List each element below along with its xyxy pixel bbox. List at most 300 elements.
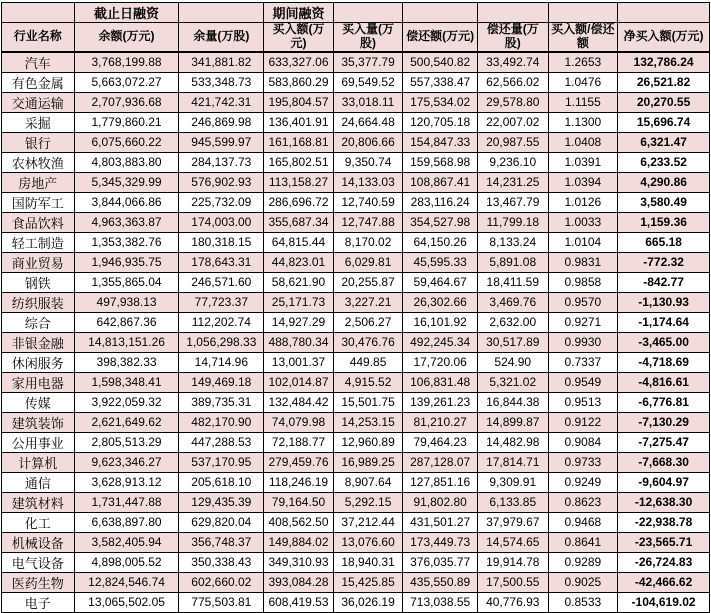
table-row	[2, 52, 710, 73]
value-cell: 14,574.65	[477, 532, 548, 552]
value-cell: 3,469.76	[477, 292, 548, 312]
value-cell: 557,338.47	[403, 72, 478, 92]
value-cell: 6,029.81	[333, 252, 403, 272]
industry-name-cell: 建筑装饰	[2, 412, 75, 432]
industry-name-cell: 化工	[2, 512, 75, 532]
value-cell: 149,469.18	[179, 372, 264, 392]
industry-name-cell: 国防军工	[2, 192, 75, 212]
net-buy-amount-cell: -7,130.29	[618, 412, 710, 432]
value-cell: 447,288.53	[179, 432, 264, 452]
value-cell: 36,026.19	[333, 592, 403, 612]
column-header-row	[2, 23, 710, 52]
value-cell: 58,621.90	[264, 272, 334, 292]
value-cell: 205,618.10	[179, 472, 264, 492]
value-cell: 14,253.15	[333, 412, 403, 432]
value-cell: 5,891.08	[477, 252, 548, 272]
value-cell: 0.9084	[548, 432, 618, 452]
net-buy-amount-cell: -42,466.62	[618, 572, 710, 592]
value-cell: 25,171.73	[264, 292, 334, 312]
value-cell: 20,806.66	[333, 132, 403, 152]
value-cell: 349,310.93	[264, 552, 334, 572]
value-cell: 537,170.95	[179, 452, 264, 472]
value-cell: 13,467.79	[477, 192, 548, 212]
value-cell: 1.0408	[548, 132, 618, 152]
value-cell: 108,867.41	[403, 172, 478, 192]
industry-name-cell: 钢铁	[2, 272, 75, 292]
table-row	[2, 152, 710, 172]
value-cell: 497,938.13	[74, 292, 179, 312]
value-cell: 1,598,348.41	[74, 372, 179, 392]
value-cell: 533,348.73	[179, 72, 264, 92]
value-cell: 59,464.67	[403, 272, 478, 292]
value-cell: 3,844,066.86	[74, 192, 179, 212]
col-header-industry[interactable]: 行业名称	[2, 23, 75, 52]
col-header-buy-repay-ratio[interactable]: 买入额/偿还额	[548, 23, 618, 52]
value-cell: 17,720.06	[403, 352, 478, 372]
group-header-blank	[618, 3, 710, 23]
value-cell: 500,540.82	[403, 52, 478, 73]
value-cell: 132,484.42	[264, 392, 334, 412]
industry-name-cell: 休闲服务	[2, 352, 75, 372]
value-cell: 165,802.51	[264, 152, 334, 172]
industry-name-cell: 计算机	[2, 452, 75, 472]
net-buy-amount-cell: -12,638.30	[618, 492, 710, 512]
value-cell: 279,459.76	[264, 452, 334, 472]
group-header-blank	[477, 3, 548, 23]
table-body	[2, 52, 710, 613]
value-cell: 0.9289	[548, 552, 618, 572]
value-cell: 16,101.92	[403, 312, 478, 332]
value-cell: 91,802.80	[403, 492, 478, 512]
net-buy-amount-cell: -22,938.78	[618, 512, 710, 532]
value-cell: 15,425.85	[333, 572, 403, 592]
net-buy-amount-cell: -1,130.93	[618, 292, 710, 312]
group-header-blank	[2, 3, 75, 23]
value-cell: 12,740.59	[333, 192, 403, 212]
value-cell: 376,035.77	[403, 552, 478, 572]
value-cell: 583,860.29	[264, 72, 334, 92]
value-cell: 0.8623	[548, 492, 618, 512]
value-cell: 81,210.27	[403, 412, 478, 432]
value-cell: 0.9733	[548, 452, 618, 472]
value-cell: 3,628,913.12	[74, 472, 179, 492]
table-row	[2, 132, 710, 152]
value-cell: 1,353,382.76	[74, 232, 179, 252]
value-cell: 1.0476	[548, 72, 618, 92]
value-cell: 9,309.91	[477, 472, 548, 492]
table-row	[2, 472, 710, 492]
industry-name-cell: 综合	[2, 312, 75, 332]
value-cell: 17,814.71	[477, 452, 548, 472]
value-cell: 1,946,935.75	[74, 252, 179, 272]
value-cell: 64,150.26	[403, 232, 478, 252]
value-cell: 136,401.91	[264, 112, 334, 132]
value-cell: 102,014.87	[264, 372, 334, 392]
value-cell: 37,979.67	[477, 512, 548, 532]
industry-name-cell: 非银金融	[2, 332, 75, 352]
industry-margin-financing-table	[1, 2, 710, 613]
value-cell: 1.0126	[548, 192, 618, 212]
value-cell: 3,768,199.88	[74, 52, 179, 73]
value-cell: 37,212.44	[333, 512, 403, 532]
value-cell: 14,899.87	[477, 412, 548, 432]
net-buy-amount-cell: 1,159.36	[618, 212, 710, 232]
net-buy-amount-cell: 3,580.49	[618, 192, 710, 212]
table-row	[2, 492, 710, 512]
value-cell: 113,158.27	[264, 172, 334, 192]
value-cell: 0.9858	[548, 272, 618, 292]
value-cell: 2,707,936.68	[74, 92, 179, 112]
table-row	[2, 452, 710, 472]
value-cell: 74,079.98	[264, 412, 334, 432]
value-cell: 4,898,005.52	[74, 552, 179, 572]
industry-name-cell: 电子	[2, 592, 75, 612]
value-cell: 9,623,346.27	[74, 452, 179, 472]
industry-name-cell: 公用事业	[2, 432, 75, 452]
table-row	[2, 232, 710, 252]
value-cell: 633,327.06	[264, 52, 334, 73]
net-buy-amount-cell: 4,290.86	[618, 172, 710, 192]
value-cell: 14,714.96	[179, 352, 264, 372]
value-cell: 161,168.81	[264, 132, 334, 152]
table-row	[2, 312, 710, 332]
value-cell: 449.85	[333, 352, 403, 372]
table-header	[2, 3, 710, 52]
net-buy-amount-cell: -7,275.47	[618, 432, 710, 452]
value-cell: 15,501.75	[333, 392, 403, 412]
value-cell: 1,731,447.88	[74, 492, 179, 512]
value-cell: 6,075,660.22	[74, 132, 179, 152]
value-cell: 14,927.29	[264, 312, 334, 332]
table-row	[2, 192, 710, 212]
value-cell: 6,638,897.80	[74, 512, 179, 532]
net-buy-amount-cell: 6,321.47	[618, 132, 710, 152]
value-cell: 129,435.39	[179, 492, 264, 512]
value-cell: 393,084.28	[264, 572, 334, 592]
value-cell: 120,705.18	[403, 112, 478, 132]
group-header-period-financing: 期间融资	[264, 3, 334, 23]
value-cell: 8,133.24	[477, 232, 548, 252]
net-buy-amount-cell: -104,619.02	[618, 592, 710, 612]
value-cell: 8,907.64	[333, 472, 403, 492]
value-cell: 4,915.52	[333, 372, 403, 392]
value-cell: 33,492.74	[477, 52, 548, 73]
table-row	[2, 272, 710, 292]
value-cell: 482,170.90	[179, 412, 264, 432]
value-cell: 174,003.00	[179, 212, 264, 232]
industry-name-cell: 轻工制造	[2, 232, 75, 252]
value-cell: 341,881.82	[179, 52, 264, 73]
net-buy-amount-cell: 26,521.82	[618, 72, 710, 92]
net-buy-amount-cell: -23,565.71	[618, 532, 710, 552]
net-buy-amount-cell: -1,174.64	[618, 312, 710, 332]
value-cell: 492,245.34	[403, 332, 478, 352]
value-cell: 35,377.79	[333, 52, 403, 73]
value-cell: 195,804.57	[264, 92, 334, 112]
industry-name-cell: 通信	[2, 472, 75, 492]
value-cell: 356,748.37	[179, 532, 264, 552]
value-cell: 180,318.15	[179, 232, 264, 252]
value-cell: 112,202.74	[179, 312, 264, 332]
value-cell: 11,799.18	[477, 212, 548, 232]
value-cell: 1,779,860.21	[74, 112, 179, 132]
value-cell: 5,321.02	[477, 372, 548, 392]
value-cell: 524.90	[477, 352, 548, 372]
value-cell: 287,128.07	[403, 452, 478, 472]
industry-name-cell: 医药生物	[2, 572, 75, 592]
value-cell: 64,815.44	[264, 232, 334, 252]
value-cell: 1.0104	[548, 232, 618, 252]
value-cell: 389,735.31	[179, 392, 264, 412]
value-cell: 1.2653	[548, 52, 618, 73]
value-cell: 62,566.02	[477, 72, 548, 92]
net-buy-amount-cell: 665.18	[618, 232, 710, 252]
net-buy-amount-cell: -7,668.30	[618, 452, 710, 472]
value-cell: 8,170.02	[333, 232, 403, 252]
net-buy-amount-cell: -3,465.00	[618, 332, 710, 352]
value-cell: 3,922,059.32	[74, 392, 179, 412]
value-cell: 16,844.38	[477, 392, 548, 412]
value-cell: 0.9271	[548, 312, 618, 332]
industry-name-cell: 房地产	[2, 172, 75, 192]
value-cell: 246,869.98	[179, 112, 264, 132]
value-cell: 775,503.81	[179, 592, 264, 612]
value-cell: 12,824,546.74	[74, 572, 179, 592]
industry-name-cell: 有色金属	[2, 72, 75, 92]
table-row	[2, 332, 710, 352]
value-cell: 1.0033	[548, 212, 618, 232]
value-cell: 0.9513	[548, 392, 618, 412]
value-cell: 4,963,363.87	[74, 212, 179, 232]
value-cell: 30,476.76	[333, 332, 403, 352]
value-cell: 106,831.48	[403, 372, 478, 392]
table-row	[2, 212, 710, 232]
value-cell: 1.1300	[548, 112, 618, 132]
value-cell: 408,562.50	[264, 512, 334, 532]
value-cell: 629,820.04	[179, 512, 264, 532]
col-header-repay-volume[interactable]: 偿还量(万股)	[477, 23, 548, 52]
industry-name-cell: 纺织服装	[2, 292, 75, 312]
industry-name-cell: 汽车	[2, 52, 75, 73]
value-cell: 0.8641	[548, 532, 618, 552]
value-cell: 398,382.33	[74, 352, 179, 372]
industry-name-cell: 食品饮料	[2, 212, 75, 232]
value-cell: 139,261.23	[403, 392, 478, 412]
value-cell: 246,571.60	[179, 272, 264, 292]
col-header-buy-volume[interactable]: 买入量(万股)	[333, 23, 403, 52]
value-cell: 20,255.87	[333, 272, 403, 292]
value-cell: 2,632.00	[477, 312, 548, 332]
value-cell: 30,517.89	[477, 332, 548, 352]
value-cell: 1.0394	[548, 172, 618, 192]
value-cell: 0.7337	[548, 352, 618, 372]
table-row	[2, 352, 710, 372]
value-cell: 77,723.37	[179, 292, 264, 312]
value-cell: 13,076.60	[333, 532, 403, 552]
value-cell: 22,007.02	[477, 112, 548, 132]
value-cell: 1.1155	[548, 92, 618, 112]
value-cell: 13,001.37	[264, 352, 334, 372]
value-cell: 435,550.89	[403, 572, 478, 592]
col-header-buy-amount[interactable]: 买入额(万元)	[264, 23, 334, 52]
net-buy-amount-cell: 15,696.74	[618, 112, 710, 132]
net-buy-amount-cell: -4,816.61	[618, 372, 710, 392]
value-cell: 149,884.02	[264, 532, 334, 552]
table-row	[2, 512, 710, 532]
value-cell: 3,227.21	[333, 292, 403, 312]
value-cell: 5,292.15	[333, 492, 403, 512]
value-cell: 421,742.31	[179, 92, 264, 112]
value-cell: 354,527.98	[403, 212, 478, 232]
net-buy-amount-cell: 20,270.55	[618, 92, 710, 112]
value-cell: 0.9249	[548, 472, 618, 492]
net-buy-amount-cell: -9,604.97	[618, 472, 710, 492]
net-buy-amount-cell: 6,233.52	[618, 152, 710, 172]
value-cell: 12,747.88	[333, 212, 403, 232]
value-cell: 17,500.55	[477, 572, 548, 592]
value-cell: 4,803,883.80	[74, 152, 179, 172]
industry-name-cell: 商业贸易	[2, 252, 75, 272]
group-header-blank	[548, 3, 618, 23]
net-buy-amount-cell: -26,724.83	[618, 552, 710, 572]
value-cell: 283,116.24	[403, 192, 478, 212]
table-row	[2, 392, 710, 412]
value-cell: 2,506.27	[333, 312, 403, 332]
value-cell: 12,960.89	[333, 432, 403, 452]
value-cell: 225,732.09	[179, 192, 264, 212]
value-cell: 355,687.34	[264, 212, 334, 232]
value-cell: 159,568.98	[403, 152, 478, 172]
value-cell: 945,599.97	[179, 132, 264, 152]
value-cell: 602,660.02	[179, 572, 264, 592]
value-cell: 20,987.55	[477, 132, 548, 152]
value-cell: 13,065,502.05	[74, 592, 179, 612]
industry-name-cell: 银行	[2, 132, 75, 152]
value-cell: 29,578.80	[477, 92, 548, 112]
value-cell: 0.9831	[548, 252, 618, 272]
value-cell: 72,188.77	[264, 432, 334, 452]
value-cell: 576,902.93	[179, 172, 264, 192]
table-row	[2, 572, 710, 592]
value-cell: 488,780.34	[264, 332, 334, 352]
col-header-net-buy-amount[interactable]: 净买入额(万元)	[618, 23, 710, 52]
table-row	[2, 172, 710, 192]
group-header-blank	[179, 3, 264, 23]
value-cell: 5,663,072.27	[74, 72, 179, 92]
value-cell: 175,534.02	[403, 92, 478, 112]
value-cell: 431,501.27	[403, 512, 478, 532]
value-cell: 9,236.10	[477, 152, 548, 172]
value-cell: 16,989.25	[333, 452, 403, 472]
value-cell: 127,851.16	[403, 472, 478, 492]
net-buy-amount-cell: -772.32	[618, 252, 710, 272]
industry-name-cell: 建筑材料	[2, 492, 75, 512]
value-cell: 608,419.53	[264, 592, 334, 612]
value-cell: 14,813,151.26	[74, 332, 179, 352]
value-cell: 0.9468	[548, 512, 618, 532]
value-cell: 118,246.19	[264, 472, 334, 492]
value-cell: 0.9025	[548, 572, 618, 592]
industry-name-cell: 采掘	[2, 112, 75, 132]
value-cell: 69,549.52	[333, 72, 403, 92]
group-header-row	[2, 3, 710, 23]
value-cell: 45,595.33	[403, 252, 478, 272]
value-cell: 0.9930	[548, 332, 618, 352]
industry-name-cell: 农林牧渔	[2, 152, 75, 172]
net-buy-amount-cell: -842.77	[618, 272, 710, 292]
group-header-cutoff-financing: 截止日融资	[74, 3, 179, 23]
value-cell: 14,482.98	[477, 432, 548, 452]
industry-name-cell: 传媒	[2, 392, 75, 412]
net-buy-amount-cell: -4,718.69	[618, 352, 710, 372]
value-cell: 79,464.23	[403, 432, 478, 452]
value-cell: 3,582,405.94	[74, 532, 179, 552]
table-row	[2, 72, 710, 92]
industry-name-cell: 电气设备	[2, 552, 75, 572]
value-cell: 0.9570	[548, 292, 618, 312]
value-cell: 18,411.59	[477, 272, 548, 292]
value-cell: 14,133.03	[333, 172, 403, 192]
value-cell: 40,776.93	[477, 592, 548, 612]
value-cell: 33,018.11	[333, 92, 403, 112]
value-cell: 14,231.25	[477, 172, 548, 192]
value-cell: 178,643.31	[179, 252, 264, 272]
value-cell: 26,302.66	[403, 292, 478, 312]
value-cell: 713,038.55	[403, 592, 478, 612]
table-row	[2, 412, 710, 432]
value-cell: 2,805,513.29	[74, 432, 179, 452]
industry-name-cell: 家用电器	[2, 372, 75, 392]
industry-name-cell: 交通运输	[2, 92, 75, 112]
col-header-volume[interactable]: 余量(万股)	[179, 23, 264, 52]
table-row	[2, 252, 710, 272]
group-header-blank	[333, 3, 403, 23]
net-buy-amount-cell: 132,786.24	[618, 52, 710, 73]
col-header-repay-amount[interactable]: 偿还额(万元)	[403, 23, 478, 52]
value-cell: 173,449.73	[403, 532, 478, 552]
value-cell: 154,847.33	[403, 132, 478, 152]
value-cell: 1,355,865.04	[74, 272, 179, 292]
table-row	[2, 532, 710, 552]
table-row	[2, 372, 710, 392]
value-cell: 642,867.36	[74, 312, 179, 332]
table-row	[2, 552, 710, 572]
value-cell: 44,823.01	[264, 252, 334, 272]
value-cell: 9,350.74	[333, 152, 403, 172]
value-cell: 6,133.85	[477, 492, 548, 512]
value-cell: 284,137.73	[179, 152, 264, 172]
value-cell: 5,345,329.99	[74, 172, 179, 192]
value-cell: 1.0391	[548, 152, 618, 172]
value-cell: 350,338.43	[179, 552, 264, 572]
table-row	[2, 112, 710, 132]
value-cell: 24,664.48	[333, 112, 403, 132]
table-row	[2, 592, 710, 612]
value-cell: 0.9549	[548, 372, 618, 392]
group-header-blank	[403, 3, 478, 23]
col-header-balance[interactable]: 余额(万元)	[74, 23, 179, 52]
value-cell: 0.9122	[548, 412, 618, 432]
value-cell: 18,940.31	[333, 552, 403, 572]
value-cell: 19,914.78	[477, 552, 548, 572]
value-cell: 79,164.50	[264, 492, 334, 512]
value-cell: 1,056,298.33	[179, 332, 264, 352]
value-cell: 286,696.72	[264, 192, 334, 212]
table-row	[2, 292, 710, 312]
industry-name-cell: 机械设备	[2, 532, 75, 552]
value-cell: 0.8533	[548, 592, 618, 612]
value-cell: 2,621,649.62	[74, 412, 179, 432]
